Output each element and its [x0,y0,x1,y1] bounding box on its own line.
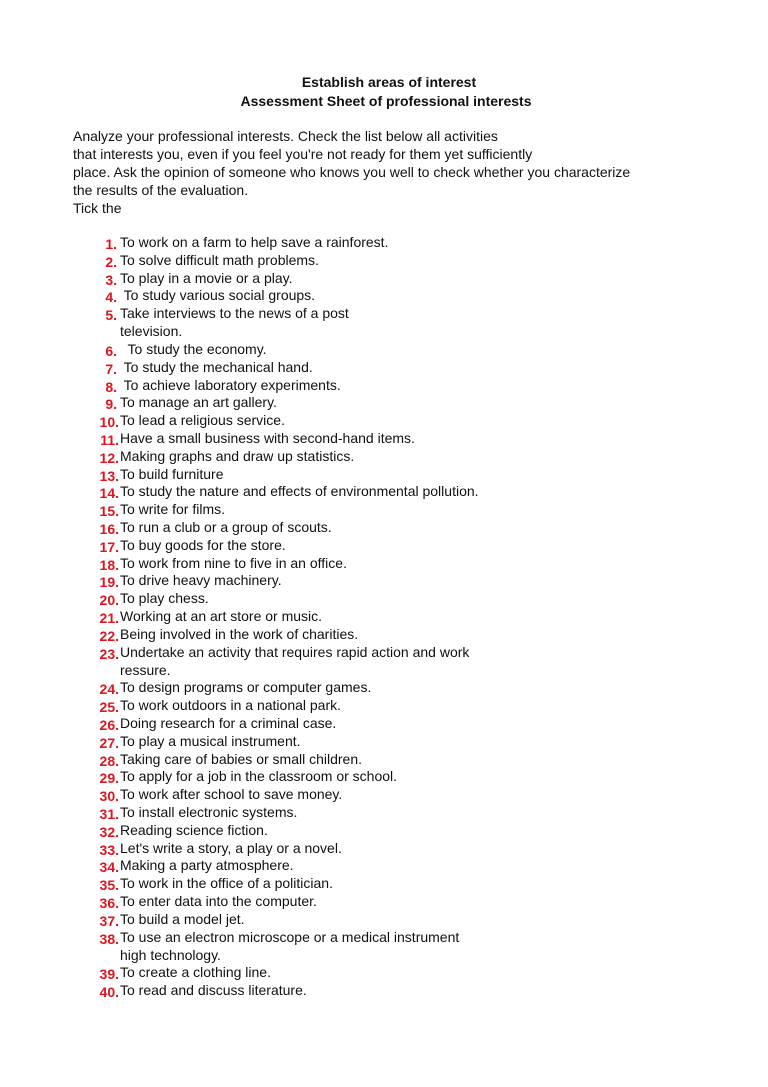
list-item [0,234,479,252]
list-item-number: 5. [105,307,117,324]
list-item-number: 13. [99,467,119,484]
list-item-text: Taking care of babies or small children. [120,750,363,767]
list-item [0,270,479,288]
list-item-number: 7. [105,360,117,377]
list-item-text: To manage an art gallery. [120,394,277,411]
list-item-text-continuation: ressure. [120,661,171,678]
list-item [0,697,479,715]
list-item-text: To run a club or a group of scouts. [120,519,332,535]
list-item [0,590,479,608]
activity-list [0,234,479,1000]
list-item-text: Take interviews to the news of a post [120,305,349,322]
list-item-number: 1. [105,236,117,252]
list-item [0,857,479,875]
list-item-text: To use an electron microscope or a medical instrument [120,928,460,945]
list-item-number: 3. [105,271,117,288]
list-item [0,644,479,680]
list-item-text: To install electronic systems. [120,804,298,820]
list-item-number: 4. [105,289,117,306]
list-item-number: 34. [99,859,119,876]
list-item [0,768,479,786]
list-item-text-continuation: high technology. [120,946,221,963]
list-item-number: 40. [99,984,119,1001]
list-item-number: 20. [99,592,119,609]
list-item [0,679,479,697]
list-item-text: To study the mechanical hand. [120,358,313,375]
list-item-number: 32. [99,823,119,840]
list-item-number: 28. [99,752,119,769]
list-item-number: 38. [99,930,119,947]
list-item [0,875,479,893]
list-item-text: To study the nature and effects of environmental pollution. [120,483,479,500]
list-item [0,394,479,412]
list-item-number: 11. [100,431,119,448]
list-item [0,483,479,501]
list-item-text: To play a musical instrument. [120,732,301,749]
list-item-text: To work from nine to five in an office. [120,554,347,571]
intro-line: Analyze your professional interests. Check the list below all activities [73,128,498,144]
list-item-text: To study various social groups. [120,287,316,304]
list-item [0,466,479,484]
list-item [0,359,479,377]
list-item [0,519,479,537]
list-item-number: 15. [99,503,119,520]
list-item-number: 30. [99,788,119,805]
list-item-number: 9. [105,396,117,413]
list-item [0,751,479,769]
list-item-text: Undertake an activity that requires rapid action and work [120,643,470,660]
list-item [0,608,479,626]
intro-line: place. Ask the opinion of someone who knows you well to check whether you characterize [73,164,631,180]
list-item [0,964,479,982]
list-item [0,893,479,911]
intro-line: the results of the evaluation. [73,182,249,198]
list-item [0,537,479,555]
list-item-number: 8. [105,378,117,395]
page-subtitle: Assessment Sheet of professional interests [240,93,532,109]
list-item-text: To build furniture [120,465,224,482]
list-item-number: 17. [99,538,119,555]
list-item-text: To work in the office of a politician. [120,875,333,892]
list-item-number: 6. [105,342,117,359]
title-block [0,73,768,111]
list-item-text: To build a model jet. [120,910,245,927]
list-item [0,626,479,644]
list-item-text: Making a party atmosphere. [120,857,294,874]
list-item-number: 23. [99,645,119,662]
list-item [0,287,479,305]
list-item-text: To play chess. [120,590,209,607]
list-item-number: 12. [99,449,119,466]
list-item [0,786,479,804]
list-item [0,430,479,448]
list-item [0,733,479,751]
list-item-text-continuation: television. [120,323,183,340]
list-item-number: 33. [99,841,119,858]
list-item-text: Have a small business with second-hand items. [120,429,415,446]
list-item-number: 25. [99,699,119,716]
list-item-text: To drive heavy machinery. [120,572,282,589]
list-item-number: 27. [99,734,119,751]
list-item-number: 24. [99,681,119,698]
list-item-text: To work on a farm to help save a rainforest. [120,234,389,250]
list-item-text: To work outdoors in a national park. [120,697,342,714]
list-item-text: To study the economy. [120,340,267,357]
list-item-text: To lead a religious service. [120,412,285,429]
list-item-number: 29. [99,770,119,787]
list-item [0,341,479,359]
list-item-number: 22. [99,627,119,644]
list-item-text: To design programs or computer games. [120,679,372,696]
list-item [0,252,479,270]
list-item [0,804,479,822]
list-item-number: 18. [99,556,119,573]
list-item-number: 21. [99,610,119,627]
list-item [0,929,479,965]
list-item [0,840,479,858]
list-item [0,377,479,395]
list-item-number: 37. [99,912,119,929]
list-item [0,448,479,466]
list-item [0,982,479,1000]
list-item-text: Reading science fiction. [120,821,268,838]
list-item-text: To enter data into the computer. [120,893,317,910]
list-item-text: To buy goods for the store. [120,536,286,553]
list-item [0,412,479,430]
list-item [0,715,479,733]
list-item-text: Being involved in the work of charities. [120,625,359,642]
list-item-number: 10. [99,414,119,431]
list-item-number: 26. [99,716,119,733]
list-item-number: 14. [99,485,119,502]
list-item-text: To work after school to save money. [120,786,343,803]
list-item [0,501,479,519]
list-item [0,555,479,573]
list-item [0,572,479,590]
list-item-number: 16. [99,521,119,537]
list-item-number: 36. [99,895,119,912]
intro-line: that interests you, even if you feel you're not ready for them yet sufficiently [73,146,533,162]
list-item-number: 35. [99,877,119,894]
intro-paragraph [73,127,753,217]
list-item-text: To create a clothing line. [120,964,271,981]
list-item [0,911,479,929]
list-item-text: Let's write a story, a play or a novel. [120,839,342,856]
list-item-text: Working at an art store or music. [120,608,323,625]
list-item-text: To apply for a job in the classroom or school. [120,768,398,785]
list-item-text: Making graphs and draw up statistics. [120,447,355,464]
list-item-text: To read and discuss literature. [120,982,307,999]
list-item-number: 39. [99,966,119,983]
list-item-text: Doing research for a criminal case. [120,714,337,731]
list-item-text: To play in a movie or a play. [120,269,293,286]
page-title: Establish areas of interest [301,74,477,90]
intro-line: Tick the [73,200,122,216]
list-item-number: 19. [99,574,119,591]
list-item [0,822,479,840]
list-item [0,305,479,341]
list-item-text: To achieve laboratory experiments. [120,376,341,393]
list-item-number: 31. [99,806,119,822]
list-item-number: 2. [105,253,117,270]
list-item-text: To write for films. [120,501,226,518]
list-item-text: To solve difficult math problems. [120,251,319,268]
